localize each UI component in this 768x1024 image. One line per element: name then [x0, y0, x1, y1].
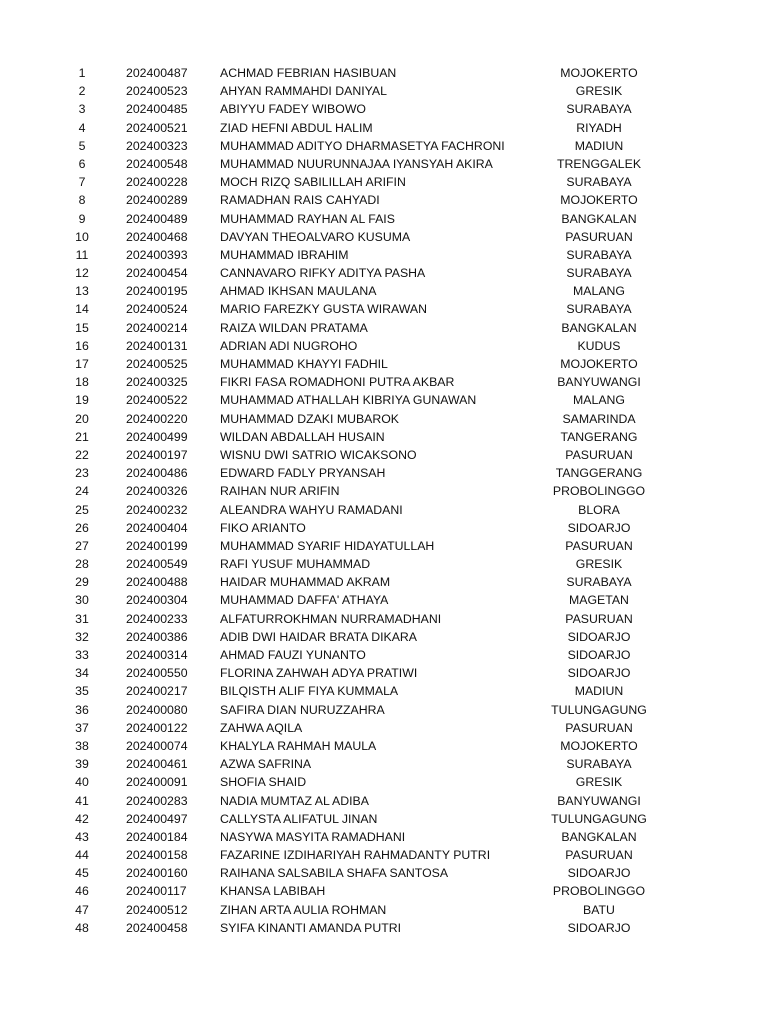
- student-id: 202400512: [126, 902, 188, 917]
- student-name: MUHAMMAD DZAKI MUBAROK: [220, 411, 399, 426]
- row-number: 11: [75, 247, 89, 262]
- row-number: 37: [75, 720, 89, 735]
- student-name: ADIB DWI HAIDAR BRATA DIKARA: [220, 629, 418, 644]
- student-name: RAIHAN NUR ARIFIN: [220, 484, 340, 499]
- row-number: 28: [75, 557, 89, 572]
- row-number: 17: [75, 357, 89, 371]
- row-number: 1: [78, 66, 86, 80]
- student-id: 202400393: [126, 247, 188, 262]
- student-city: SIDOARJO: [567, 866, 631, 881]
- student-name: RAMADHAN RAIS CAHYADI: [220, 193, 380, 208]
- row-number: 4: [78, 120, 86, 135]
- row-number: 27: [75, 538, 89, 553]
- table-row: [0, 737, 768, 755]
- table-row: [0, 501, 768, 519]
- table-row: [0, 792, 768, 810]
- row-number: 16: [75, 338, 89, 353]
- student-city: PASURUAN: [565, 611, 633, 626]
- student-city: KUDUS: [577, 338, 621, 353]
- student-name: WISNU DWI SATRIO WICAKSONO: [220, 447, 417, 462]
- table-row: [0, 810, 768, 828]
- student-id: 202400522: [126, 393, 188, 408]
- row-number: 20: [75, 411, 89, 426]
- student-id: 202400220: [126, 411, 188, 426]
- student-city: MADIUN: [574, 138, 624, 153]
- student-id: 202400199: [126, 538, 188, 553]
- student-id: 202400458: [126, 920, 188, 935]
- row-number: 30: [75, 593, 89, 608]
- student-id: 202400195: [126, 284, 188, 299]
- student-id: 202400497: [126, 811, 188, 826]
- student-name: AZWA SAFRINA: [220, 757, 312, 772]
- table-row: [0, 701, 768, 719]
- student-name: AHMAD FAUZI YUNANTO: [220, 648, 366, 662]
- student-name: MUHAMMAD DAFFA' ATHAYA: [220, 593, 389, 608]
- student-name: DAVYAN THEOALVARO KUSUMA: [220, 229, 411, 244]
- student-city: MOJOKERTO: [560, 738, 638, 753]
- student-name: MUHAMMAD IBRAHIM: [220, 247, 349, 262]
- student-name: FLORINA ZAHWAH ADYA PRATIWI: [220, 666, 418, 681]
- student-id: 202400232: [126, 502, 188, 517]
- student-name: ABIYYU FADEY WIBOWO: [220, 102, 366, 117]
- table-row: [0, 173, 768, 191]
- student-id: 202400499: [126, 429, 188, 444]
- student-name: KHALYLA RAHMAH MAULA: [220, 738, 377, 753]
- table-row: [0, 719, 768, 737]
- student-city: PASURUAN: [565, 848, 633, 863]
- student-name: CANNAVARO RIFKY ADITYA PASHA: [220, 266, 426, 281]
- student-city: PASURUAN: [565, 229, 633, 244]
- student-name: WILDAN ABDALLAH HUSAIN: [220, 429, 385, 444]
- student-id: 202400158: [126, 848, 188, 863]
- student-name: ACHMAD FEBRIAN HASIBUAN: [220, 66, 397, 80]
- student-city: SURABAYA: [566, 102, 632, 117]
- row-number: 15: [75, 320, 89, 335]
- row-number: 2: [78, 84, 86, 99]
- table-row: [0, 246, 768, 264]
- row-number: 12: [75, 266, 89, 281]
- table-row: [0, 664, 768, 682]
- table-row: [0, 482, 768, 500]
- student-id: 202400289: [126, 193, 188, 208]
- row-number: 26: [75, 520, 89, 535]
- student-city: BATU: [583, 902, 615, 917]
- student-name: MARIO FAREZKY GUSTA WIRAWAN: [220, 302, 428, 317]
- student-name: NASYWA MASYITA RAMADHANI: [220, 829, 406, 844]
- student-id: 202400487: [126, 66, 188, 80]
- row-number: 10: [75, 229, 89, 244]
- student-city: TULUNGAGUNG: [551, 702, 647, 717]
- table-row: [0, 119, 768, 137]
- student-city: SURABAYA: [566, 757, 632, 772]
- row-number: 23: [75, 466, 89, 481]
- table-row: [0, 646, 768, 664]
- student-id: 202400404: [126, 520, 188, 535]
- table-row: [0, 610, 768, 628]
- table-row: [0, 446, 768, 464]
- student-name: SYIFA KINANTI AMANDA PUTRI: [220, 920, 402, 935]
- table-row: [0, 191, 768, 209]
- student-name: MUHAMMAD RAYHAN AL FAIS: [220, 211, 395, 226]
- student-id: 202400184: [126, 829, 188, 844]
- student-id: 202400486: [126, 466, 188, 481]
- student-name: NADIA MUMTAZ AL ADIBA: [220, 793, 369, 808]
- row-number: 38: [75, 738, 89, 753]
- student-city: BANYUWANGI: [557, 375, 641, 390]
- row-number: 24: [75, 484, 89, 499]
- student-name: ZAHWA AQILA: [220, 720, 303, 735]
- student-city: SURABAYA: [566, 247, 632, 262]
- table-row: [0, 155, 768, 173]
- student-city: SIDOARJO: [567, 920, 631, 935]
- student-name: ALFATURROKHMAN NURRAMADHANI: [220, 611, 442, 626]
- student-name: FAZARINE IZDIHARIYAH RAHMADANTY PUTRI: [220, 848, 491, 863]
- student-id: 202400524: [126, 302, 188, 317]
- student-id: 202400488: [126, 575, 188, 590]
- student-city: SIDOARJO: [567, 520, 631, 535]
- table-row: [0, 264, 768, 282]
- row-number: 48: [75, 920, 89, 935]
- student-name: HAIDAR MUHAMMAD AKRAM: [220, 575, 391, 590]
- row-number: 29: [75, 575, 89, 590]
- student-city: TULUNGAGUNG: [551, 811, 647, 826]
- student-city: SIDOARJO: [567, 648, 631, 662]
- table-row: [0, 573, 768, 591]
- table-row: [0, 337, 768, 355]
- student-name: AHMAD IKHSAN MAULANA: [220, 284, 377, 299]
- student-id: 202400325: [126, 375, 188, 390]
- student-name: ZIAD HEFNI ABDUL HALIM: [220, 120, 373, 135]
- table-row: [0, 410, 768, 428]
- table-row: [0, 428, 768, 446]
- table-row: [0, 682, 768, 700]
- table-row: [0, 755, 768, 773]
- student-name: MOCH RIZQ SABILILLAH ARIFIN: [220, 175, 406, 190]
- student-city: MOJOKERTO: [560, 193, 638, 208]
- student-id: 202400523: [126, 84, 188, 99]
- student-id: 202400214: [126, 320, 188, 335]
- table-row: [0, 355, 768, 373]
- table-row: [0, 228, 768, 246]
- student-id: 202400217: [126, 684, 188, 699]
- student-city: BANGKALAN: [561, 829, 637, 844]
- student-name: ADRIAN ADI NUGROHO: [220, 338, 358, 353]
- student-name: FIKRI FASA ROMADHONI PUTRA AKBAR: [220, 375, 455, 390]
- student-id: 202400323: [126, 138, 188, 153]
- row-number: 34: [75, 666, 89, 681]
- row-number: 7: [78, 175, 86, 190]
- row-number: 31: [75, 611, 89, 626]
- student-city: SURABAYA: [566, 266, 632, 281]
- student-city: BLORA: [578, 502, 620, 517]
- student-name: SHOFIA SHAID: [220, 775, 307, 790]
- student-city: MALANG: [573, 284, 625, 299]
- row-number: 5: [78, 138, 86, 153]
- student-city: BANGKALAN: [561, 211, 637, 226]
- table-row: [0, 210, 768, 228]
- row-number: 43: [75, 829, 89, 844]
- student-city: PASURUAN: [565, 447, 633, 462]
- student-city: GRESIK: [575, 84, 623, 99]
- student-city: MOJOKERTO: [560, 66, 638, 80]
- table-row: [0, 300, 768, 318]
- table-row: [0, 519, 768, 537]
- student-id: 202400489: [126, 211, 188, 226]
- row-number: 42: [75, 811, 89, 826]
- student-id: 202400461: [126, 757, 188, 772]
- row-number: 36: [75, 702, 89, 717]
- table-row: [0, 828, 768, 846]
- student-id: 202400283: [126, 793, 188, 808]
- student-city: SURABAYA: [566, 175, 632, 190]
- row-number: 32: [75, 629, 89, 644]
- table-row: [0, 591, 768, 609]
- table-row: [0, 373, 768, 391]
- table-row: [0, 391, 768, 409]
- student-name: RAFI YUSUF MUHAMMAD: [220, 557, 371, 572]
- table-row: [0, 555, 768, 573]
- student-name: KHANSA LABIBAH: [220, 884, 326, 899]
- student-name: ALEANDRA WAHYU RAMADANI: [220, 502, 403, 517]
- student-name: ZIHAN ARTA AULIA ROHMAN: [220, 902, 387, 917]
- student-city: TRENGGALEK: [556, 156, 642, 171]
- student-id: 202400454: [126, 266, 188, 281]
- student-city: SIDOARJO: [567, 666, 631, 681]
- row-number: 18: [75, 375, 89, 390]
- table-row: [0, 846, 768, 864]
- student-id: 202400122: [126, 720, 188, 735]
- student-id: 202400233: [126, 611, 188, 626]
- row-number: 35: [75, 684, 89, 699]
- student-city: PROBOLINGGO: [552, 884, 646, 899]
- student-id: 202400550: [126, 666, 188, 681]
- table-row: [0, 64, 768, 82]
- row-number: 25: [75, 502, 89, 517]
- student-list-table: [0, 64, 768, 937]
- student-name: CALLYSTA ALIFATUL JINAN: [220, 811, 378, 826]
- student-id: 202400080: [126, 702, 188, 717]
- student-city: TANGGERANG: [555, 466, 643, 481]
- student-id: 202400117: [126, 884, 187, 899]
- student-city: MAGETAN: [569, 593, 629, 608]
- row-number: 14: [75, 302, 89, 317]
- student-id: 202400091: [126, 775, 188, 790]
- student-name: MUHAMMAD KHAYYI FADHIL: [220, 357, 388, 371]
- student-name: MUHAMMAD NUURUNNAJAA IYANSYAH AKIRA: [220, 156, 493, 171]
- row-number: 44: [75, 848, 89, 863]
- row-number: 40: [75, 775, 89, 790]
- student-id: 202400549: [126, 557, 188, 572]
- student-id: 202400197: [126, 447, 188, 462]
- row-number: 41: [75, 793, 89, 808]
- table-row: [0, 282, 768, 300]
- student-id: 202400304: [126, 593, 188, 608]
- student-city: MADIUN: [574, 684, 624, 699]
- student-city: PROBOLINGGO: [552, 484, 646, 499]
- row-number: 33: [75, 648, 89, 662]
- student-id: 202400525: [126, 357, 188, 371]
- table-row: [0, 464, 768, 482]
- student-name: MUHAMMAD SYARIF HIDAYATULLAH: [220, 538, 435, 553]
- table-row: [0, 100, 768, 118]
- row-number: 8: [78, 193, 86, 208]
- student-name: MUHAMMAD ATHALLAH KIBRIYA GUNAWAN: [220, 393, 477, 408]
- table-row: [0, 919, 768, 937]
- student-name: SAFIRA DIAN NURUZZAHRA: [220, 702, 385, 717]
- student-name: FIKO ARIANTO: [220, 520, 306, 535]
- table-row: [0, 137, 768, 155]
- student-id: 202400074: [126, 738, 188, 753]
- student-city: SAMARINDA: [562, 411, 636, 426]
- student-name: RAIHANA SALSABILA SHAFA SANTOSA: [220, 866, 449, 881]
- student-city: BANGKALAN: [561, 320, 637, 335]
- student-city: PASURUAN: [565, 720, 633, 735]
- row-number: 6: [78, 156, 86, 171]
- table-row: [0, 628, 768, 646]
- student-id: 202400228: [126, 175, 188, 190]
- student-city: SURABAYA: [566, 302, 632, 317]
- student-name: RAIZA WILDAN PRATAMA: [220, 320, 368, 335]
- table-row: [0, 882, 768, 900]
- student-id: 202400468: [126, 229, 188, 244]
- row-number: 39: [75, 757, 89, 772]
- student-city: GRESIK: [575, 775, 623, 790]
- student-id: 202400131: [126, 338, 188, 353]
- student-city: TANGERANG: [560, 429, 638, 444]
- table-row: [0, 864, 768, 882]
- student-city: PASURUAN: [565, 538, 633, 553]
- student-city: MOJOKERTO: [560, 357, 638, 371]
- student-name: BILQISTH ALIF FIYA KUMMALA: [220, 684, 399, 699]
- row-number: 21: [75, 429, 89, 444]
- student-city: GRESIK: [575, 557, 623, 572]
- student-city: MALANG: [573, 393, 625, 408]
- student-id: 202400386: [126, 629, 188, 644]
- student-id: 202400485: [126, 102, 188, 117]
- student-city: BANYUWANGI: [557, 793, 641, 808]
- row-number: 46: [75, 884, 89, 899]
- table-row: [0, 82, 768, 100]
- table-row: [0, 319, 768, 337]
- row-number: 9: [78, 211, 86, 226]
- student-id: 202400548: [126, 156, 188, 171]
- row-number: 45: [75, 866, 89, 881]
- table-row: [0, 537, 768, 555]
- student-city: SURABAYA: [566, 575, 632, 590]
- table-row: [0, 901, 768, 919]
- student-id: 202400314: [126, 648, 188, 662]
- row-number: 22: [75, 447, 89, 462]
- student-name: MUHAMMAD ADITYO DHARMASETYA FACHRONI: [220, 138, 505, 153]
- row-number: 19: [75, 393, 89, 408]
- row-number: 47: [75, 902, 89, 917]
- row-number: 13: [75, 284, 89, 299]
- student-name: AHYAN RAMMAHDI DANIYAL: [220, 84, 387, 99]
- student-id: 202400326: [126, 484, 188, 499]
- student-id: 202400160: [126, 866, 188, 881]
- student-id: 202400521: [126, 120, 188, 135]
- row-number: 3: [78, 102, 86, 117]
- student-name: EDWARD FADLY PRYANSAH: [220, 466, 386, 481]
- table-row: [0, 773, 768, 791]
- student-city: SIDOARJO: [567, 629, 631, 644]
- student-city: RIYADH: [576, 120, 622, 135]
